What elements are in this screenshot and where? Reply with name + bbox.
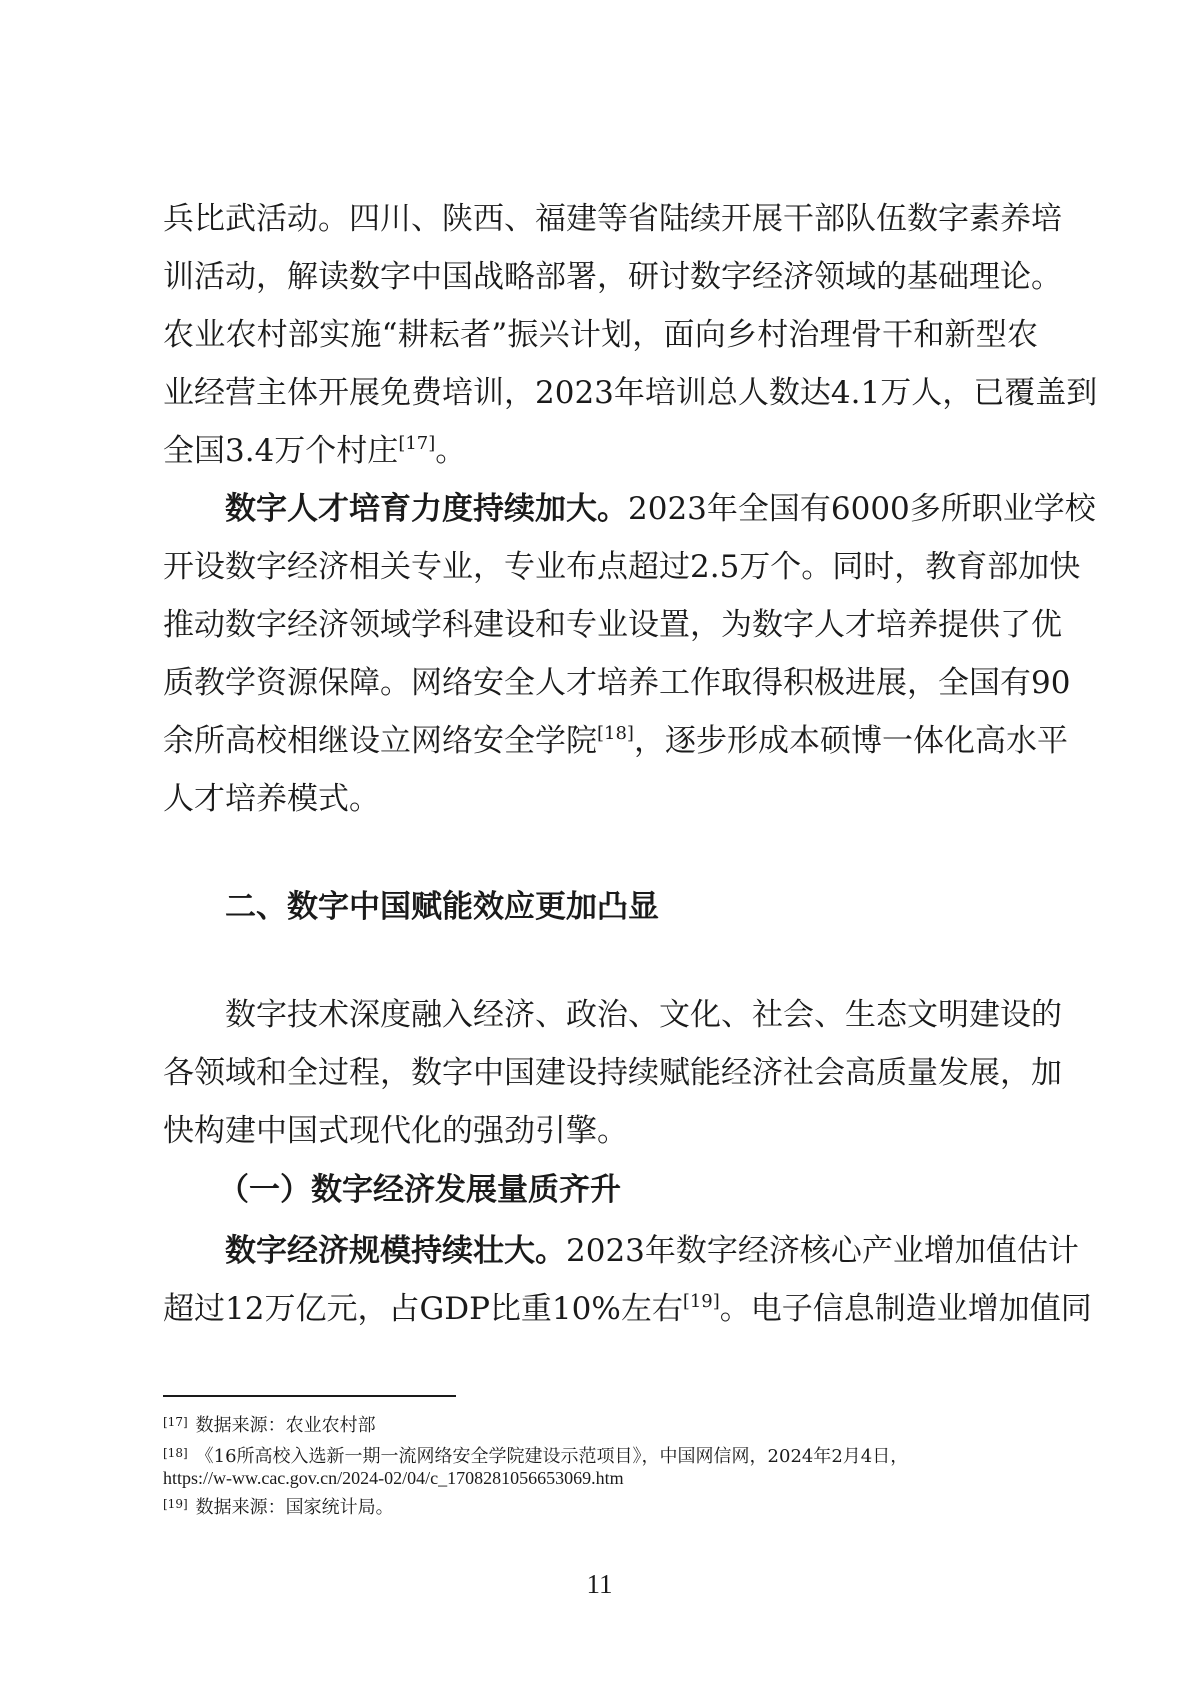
footnote-17 [163, 1410, 376, 1438]
paragraph-line: 数字技术深度融入经济、政治、文化、社会、生态文明建设的 [225, 997, 1062, 1033]
bold-lead: 数字人才培育力度持续加大。 [225, 491, 628, 527]
footnote-text: 数据来源：国家统计局。 [195, 1497, 394, 1518]
footnote-marker: [18] [163, 1446, 188, 1460]
paragraph-line: 质教学资源保障。网络安全人才培养工作取得积极进展，全国有90 [163, 665, 1071, 701]
text-run: ，逐步形成本硕博一体化高水平 [633, 723, 1068, 759]
footnote-ref-19[interactable]: [19] [682, 1291, 720, 1312]
paragraph-line: 兵比武活动。四川、陕西、福建等省陆续开展干部队伍数字素养培 [163, 201, 1062, 237]
text-run: 超过12万亿元，占GDP比重10%左右 [163, 1291, 683, 1327]
paragraph-line: 人才培养模式。 [163, 781, 380, 817]
paragraph-line: 开设数字经济相关专业，专业布点超过2.5万个。同时，教育部加快 [163, 549, 1081, 585]
footnote-ref-18[interactable]: [18] [597, 723, 634, 744]
paragraph-line [163, 1289, 1092, 1329]
text-run: 全国3.4万个村庄 [163, 433, 399, 469]
text-run: 。电子信息制造业增加值同 [719, 1291, 1092, 1327]
footnote-18 [163, 1441, 908, 1469]
footnote-text: 《16所高校入选新一期一流网络安全学院建设示范项目》，中国网信网，2024年2月4日， [195, 1446, 909, 1467]
paragraph-line: 各领域和全过程，数字中国建设持续赋能经济社会高质量发展，加 [163, 1055, 1062, 1091]
page-number: 11 [586, 1569, 613, 1599]
footnote-url-link[interactable]: https://w-ww.cac.gov.cn/2024-02/04/c_1708281056653069.htm [163, 1468, 624, 1488]
paragraph-line: 训活动，解读数字中国战略部署，研讨数字经济领域的基础理论。 [163, 259, 1062, 295]
footnote-19 [163, 1492, 394, 1520]
subsection-heading: （一）数字经济发展量质齐升 [218, 1172, 621, 1208]
footnote-marker: [19] [163, 1497, 188, 1511]
text-run: 2023年数字经济核心产业增加值估计 [566, 1233, 1079, 1269]
paragraph-line [163, 431, 1038, 471]
footnote-marker: [17] [163, 1415, 188, 1429]
paragraph-line: 农业农村部实施“耕耘者”振兴计划，面向乡村治理骨干和新型农 [163, 317, 1038, 353]
paragraph-line [225, 489, 1096, 529]
paragraph-line: 业经营主体开展免费培训，2023年培训总人数达4.1万人，已覆盖到 [163, 375, 1098, 411]
section-heading: 二、数字中国赋能效应更加凸显 [225, 889, 659, 925]
footnote-ref-17[interactable]: [17] [398, 433, 436, 454]
text-run: 2023年全国有6000多所职业学校 [628, 491, 1096, 527]
text-run: 余所高校相继设立网络安全学院 [163, 723, 597, 759]
footnote-text: 数据来源：农业农村部 [195, 1415, 376, 1436]
paragraph-line [163, 721, 1068, 761]
paragraph-line: 推动数字经济领域学科建设和专业设置，为数字人才培养提供了优 [163, 607, 1062, 643]
text-run: 。 [435, 433, 467, 469]
paragraph-line: 快构建中国式现代化的强劲引擎。 [163, 1113, 628, 1149]
paragraph-line [225, 1231, 1079, 1271]
bold-lead: 数字经济规模持续壮大。 [225, 1233, 566, 1269]
footnote-divider [163, 1395, 456, 1397]
